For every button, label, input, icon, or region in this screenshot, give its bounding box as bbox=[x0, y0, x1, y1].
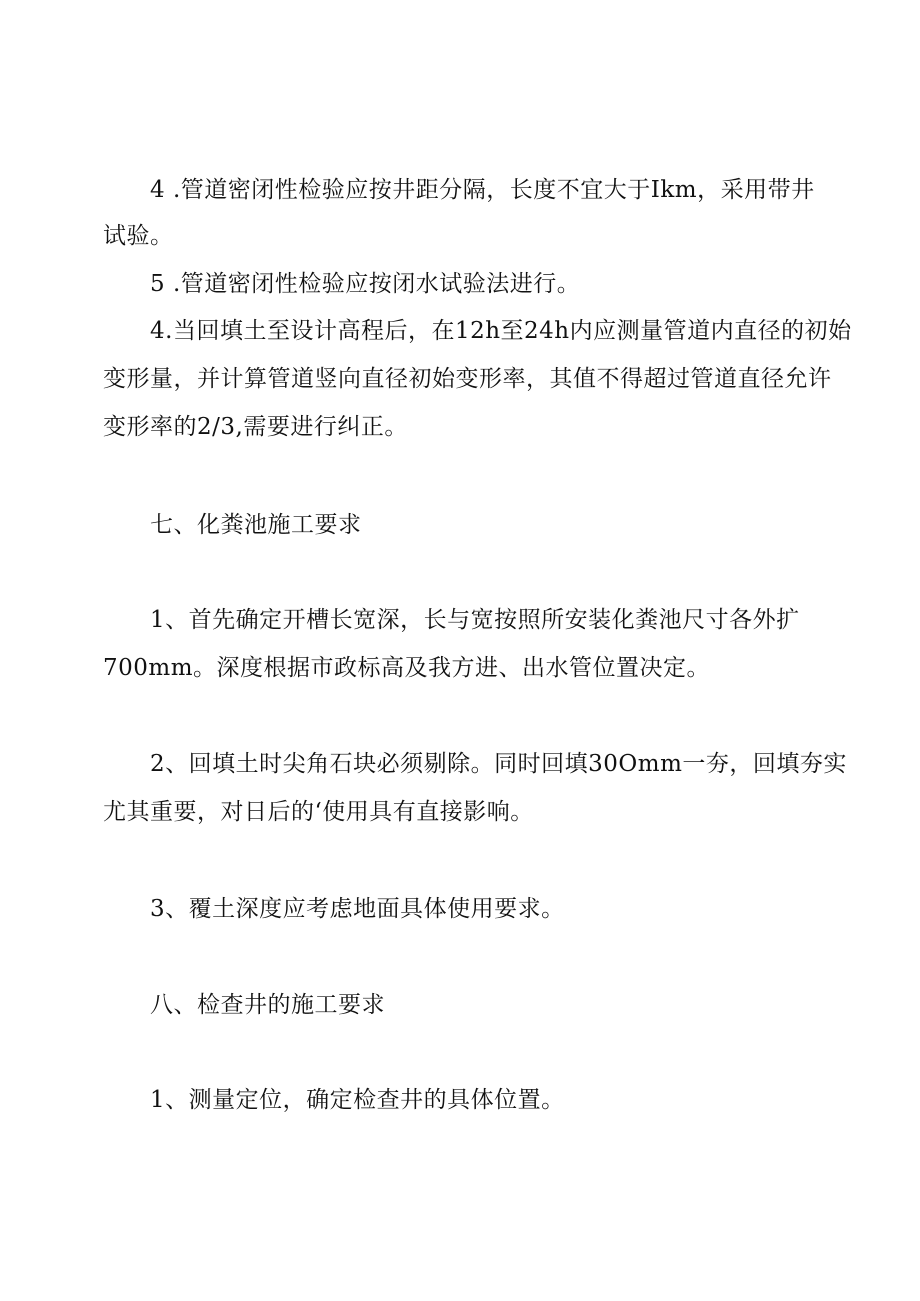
septic-item-1-line-1: 1、首先确定开槽长宽深，长与宽按照所安装化粪池尺寸各外扩 bbox=[150, 607, 800, 633]
section-heading-septic-tank: 七、化粪池施工要求 bbox=[150, 512, 362, 538]
septic-item-2-line-1: 2、回填土时尖角石块必须剔除。同时回填30Omm一夯，回填夯实 bbox=[150, 751, 847, 777]
paragraph-backfill-line-1: 4.当回填土至设计高程后，在12h至24h内应测量管道内直径的初始 bbox=[150, 318, 852, 344]
paragraph-backfill-line-2: 变形量，并计算管道竖向直径初始变形率，其值不得超过管道直径允许 bbox=[103, 366, 832, 392]
paragraph-backfill-line-3: 变形率的2/3,需要进行纠正。 bbox=[103, 414, 408, 440]
paragraph-5-line-1: 5 .管道密闭性检验应按闭水试验法进行。 bbox=[150, 271, 581, 297]
paragraph-4-line-2: 试验。 bbox=[103, 223, 174, 249]
section-heading-inspection-well: 八、检查井的施工要求 bbox=[150, 992, 385, 1018]
paragraph-4-line-1: 4 .管道密闭性检验应按井距分隔，长度不宜大于Ikm，采用带井 bbox=[150, 177, 815, 203]
septic-item-1-line-2: 700mm。深度根据市政标高及我方进、出水管位置决定。 bbox=[103, 655, 711, 681]
septic-item-2-line-2: 尤其重要，对日后的‘使用具有直接影响。 bbox=[103, 799, 534, 825]
inspection-item-1-line-1: 1、测量定位，确定检查井的具体位置。 bbox=[150, 1087, 565, 1113]
septic-item-3-line-1: 3、覆土深度应考虑地面具体使用要求。 bbox=[150, 896, 565, 922]
